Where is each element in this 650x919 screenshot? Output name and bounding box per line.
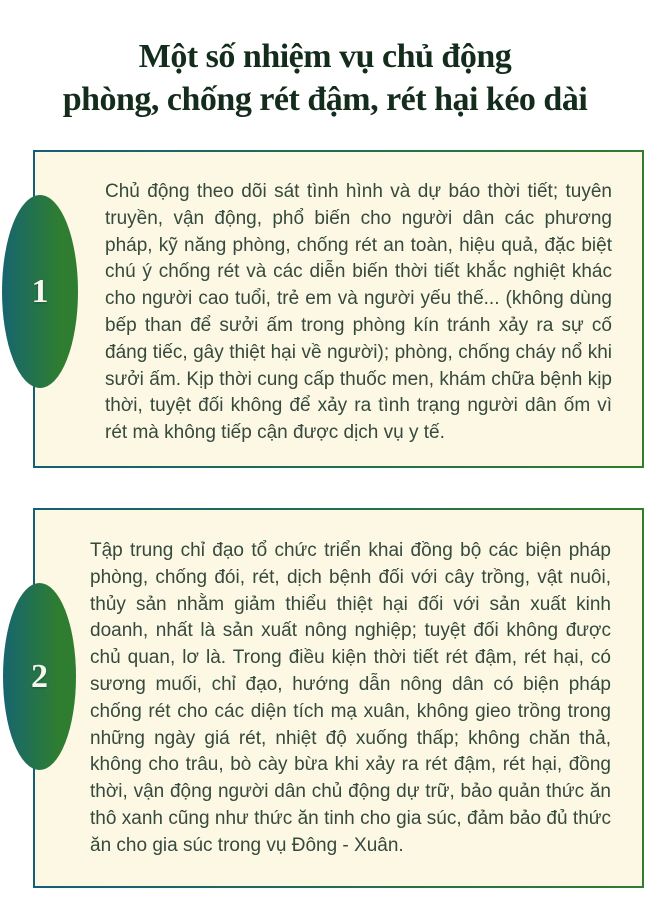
page-title-line-2: phòng, chống rét đậm, rét hại kéo dài — [62, 80, 588, 118]
task-card-1 — [33, 150, 644, 468]
page-title — [0, 35, 650, 121]
page-title-line-1: Một số nhiệm vụ chủ động — [138, 37, 512, 75]
task-card-2-body — [35, 510, 642, 886]
badge-number-1: 1 — [31, 272, 49, 310]
task-text-1: Chủ động theo dõi sát tình hình và dự báo thời tiết; tuyên truyền, vận động, phổ biến cho người dân các phương pháp, kỹ năng phòng, chống rét an toàn, hiệu quả, đặc biệt chú ý chống rét và các diễn biến thời tiết khắc nghiệt khác cho người cao tuổi, trẻ em và người yếu thế... (không dùng bếp than để sưởi ấm trong phòng kín tránh xảy ra sự cố đáng tiếc, gây thiệt hại về người); phòng, chống cháy nổ khi sưởi ấm. Kịp thời cung cấp thuốc men, khám chữa bệnh kịp thời, tuyệt đối không để xảy ra tình trạng người dân ốm vì rét mà không tiếp cận được dịch vụ y tế. — [105, 181, 612, 444]
task-text-2: Tập trung chỉ đạo tổ chức triển khai đồng bộ các biện pháp phòng, chống đói, rét, dịch bệnh đối với cây trồng, vật nuôi, thủy sản nhằm giảm thiểu thiệt hại đối với sản xuất kinh doanh, nhất là sản xuất nông nghiệp; tuyệt đối không được chủ quan, lơ là. Trong điều kiện thời tiết rét đậm, rét hại, có sương muối, chỉ đạo, hướng dẫn nông dân có biện pháp chống rét cho các diện tích mạ xuân, không gieo trồng trong những ngày giá rét, nhiệt độ xuống thấp; không chăn thả, không cho trâu, bò cày bừa khi xảy ra rét đậm, rét hại, đồng thời, vận động người dân chủ động dự trữ, bảo quản thức ăn thô xanh cũng như thức ăn tinh cho gia súc, đảm bảo đủ thức ăn cho gia súc trong vụ Đông - Xuân. — [90, 540, 611, 856]
task-card-2 — [33, 508, 644, 888]
badge-number-2: 2 — [31, 657, 48, 695]
number-badge-2 — [3, 583, 76, 770]
task-card-1-body — [35, 152, 642, 466]
number-badge-1 — [2, 195, 78, 388]
